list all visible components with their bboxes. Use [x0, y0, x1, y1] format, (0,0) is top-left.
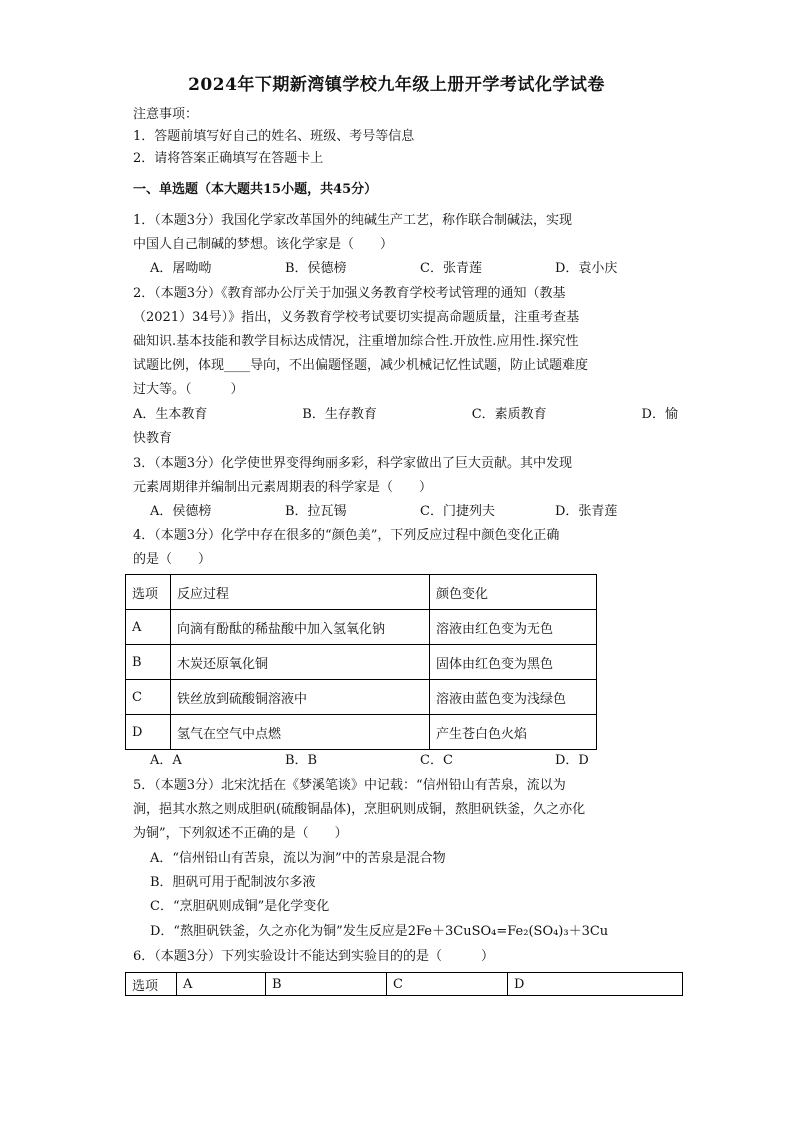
note-item: 1．答题前填写好自己的姓名、班级、考号等信息	[133, 129, 415, 144]
table-row	[126, 610, 597, 645]
question-5-text: 5．（本题3分）北宋沈括在《梦溪笔谈》中记载：“信州铅山有苦泉，流以为	[133, 778, 566, 793]
option-a[interactable]: A．屠呦呦	[150, 261, 212, 276]
note-item: 2．请将答案正确填写在答题卡上	[133, 151, 324, 166]
table-header-cell: D	[508, 973, 683, 996]
option-a[interactable]: A．侯德榜	[150, 504, 212, 519]
table-row	[126, 715, 597, 750]
question-5-text: 涧，挹其水熬之则成胆矾(硫酸铜晶体)，烹胆矾则成铜，熬胆矾铁釜，久之亦化	[133, 802, 586, 817]
table-header-cell: B	[266, 973, 387, 996]
table-cell: C	[126, 680, 171, 715]
question-6-text: 6．（本题3分）下列实验设计不能达到实验目的的是（ ）	[133, 949, 495, 964]
table-cell: 向滴有酚酞的稀盐酸中加入氢氧化钠	[171, 610, 430, 645]
table-header-cell: 选项	[126, 973, 177, 996]
table-cell: 氢气在空气中点燃	[171, 715, 430, 750]
question-1-text: 1．（本题3分）我国化学家改革国外的纯碱生产工艺，称作联合制碱法，实现	[133, 213, 573, 228]
question-6-table	[125, 972, 683, 996]
table-header-cell: A	[177, 973, 266, 996]
table-row	[126, 680, 597, 715]
table-header-cell: 反应过程	[171, 575, 430, 610]
option-c[interactable]: C．C	[420, 753, 453, 768]
option-d[interactable]: D．袁小庆	[555, 261, 618, 276]
question-1-options	[150, 260, 690, 278]
table-row	[126, 645, 597, 680]
option-d-text: D．“熬胆矾铁釜，久之亦化为铜”发生反应是	[150, 924, 408, 939]
question-2-text: 过大等。（ ）	[133, 382, 244, 397]
option-a[interactable]: A．A	[150, 753, 182, 768]
option-c[interactable]: C．“烹胆矾则成铜”是化学变化	[150, 899, 330, 914]
option-a[interactable]: A．生本教育	[133, 407, 208, 422]
option-b[interactable]: B．B	[285, 753, 318, 768]
option-b[interactable]: B．拉瓦锡	[285, 504, 347, 519]
table-header-cell: 颜色变化	[430, 575, 597, 610]
table-cell: 溶液由蓝色变为浅绿色	[430, 680, 597, 715]
option-d[interactable]: D．愉	[641, 407, 678, 422]
table-cell: 固体由红色变为黑色	[430, 645, 597, 680]
option-d[interactable]: D．张青莲	[555, 504, 618, 519]
option-c[interactable]: C．素质教育	[471, 407, 547, 422]
section-heading: 一、单选题（本大题共15小题，共45分）	[133, 182, 378, 197]
table-cell: D	[126, 715, 171, 750]
option-c[interactable]: C．张青莲	[420, 261, 482, 276]
table-header-cell: 选项	[126, 575, 171, 610]
question-3-text: 3．（本题3分）化学使世界变得绚丽多彩，科学家做出了巨大贡献。其中发现	[133, 456, 573, 471]
option-d[interactable]	[150, 923, 608, 941]
chemical-equation: 2Fe＋3CuSO₄=Fe₂(SO₄)₃＋3Cu	[407, 924, 609, 939]
exam-title: 2024年下期新湾镇学校九年级上册开学考试化学试卷	[188, 75, 605, 95]
option-c[interactable]: C．门捷列夫	[420, 504, 495, 519]
table-cell: 木炭还原氧化铜	[171, 645, 430, 680]
option-d[interactable]: D．D	[555, 753, 589, 768]
option-a[interactable]: A．“信州铅山有苦泉，流以为涧”中的苦泉是混合物	[150, 851, 446, 866]
option-b[interactable]: B．生存教育	[302, 407, 377, 422]
question-4-text: 4．（本题3分）化学中存在很多的“颜色美”，下列反应过程中颜色变化正确	[133, 528, 560, 543]
question-5-text: 为铜”，下列叙述不正确的是（ ）	[133, 826, 348, 841]
option-b[interactable]: B．侯德榜	[285, 261, 347, 276]
question-3-options	[150, 503, 690, 521]
option-d-continuation: 快教育	[133, 431, 173, 446]
table-cell: 产生苍白色火焰	[430, 715, 597, 750]
notes-heading: 注意事项：	[133, 107, 199, 122]
question-1-text: 中国人自己制碱的梦想。该化学家是（ ）	[133, 237, 394, 252]
question-2-text: 试题比例，体现____导向，不出偏题怪题，减少机械记忆性试题，防止试题难度	[133, 358, 589, 373]
option-b[interactable]: B．胆矾可用于配制波尔多液	[150, 875, 316, 890]
table-cell: 溶液由红色变为无色	[430, 610, 597, 645]
question-3-text: 元素周期律并编制出元素周期表的科学家是（ ）	[133, 480, 433, 495]
table-cell: A	[126, 610, 171, 645]
table-header-row	[126, 575, 597, 610]
question-2-text: 2．（本题3分）《教育部办公厅关于加强义务教育学校考试管理的通知（教基	[133, 286, 566, 301]
question-2-text: （2021）34号）》指出，义务教育学校考试要切实提高命题质量，注重考查基	[133, 310, 580, 325]
question-4-text: 的是（ ）	[133, 552, 212, 567]
question-4-table	[125, 574, 597, 750]
question-2-options	[133, 406, 678, 424]
question-2-text: 础知识.基本技能和教学目标达成情况，注重增加综合性.开放性.应用性.探究性	[133, 334, 579, 349]
table-cell: 铁丝放到硫酸铜溶液中	[171, 680, 430, 715]
table-header-cell: C	[387, 973, 508, 996]
table-cell: B	[126, 645, 171, 680]
table-header-row	[126, 973, 683, 996]
question-4-options	[150, 752, 690, 770]
